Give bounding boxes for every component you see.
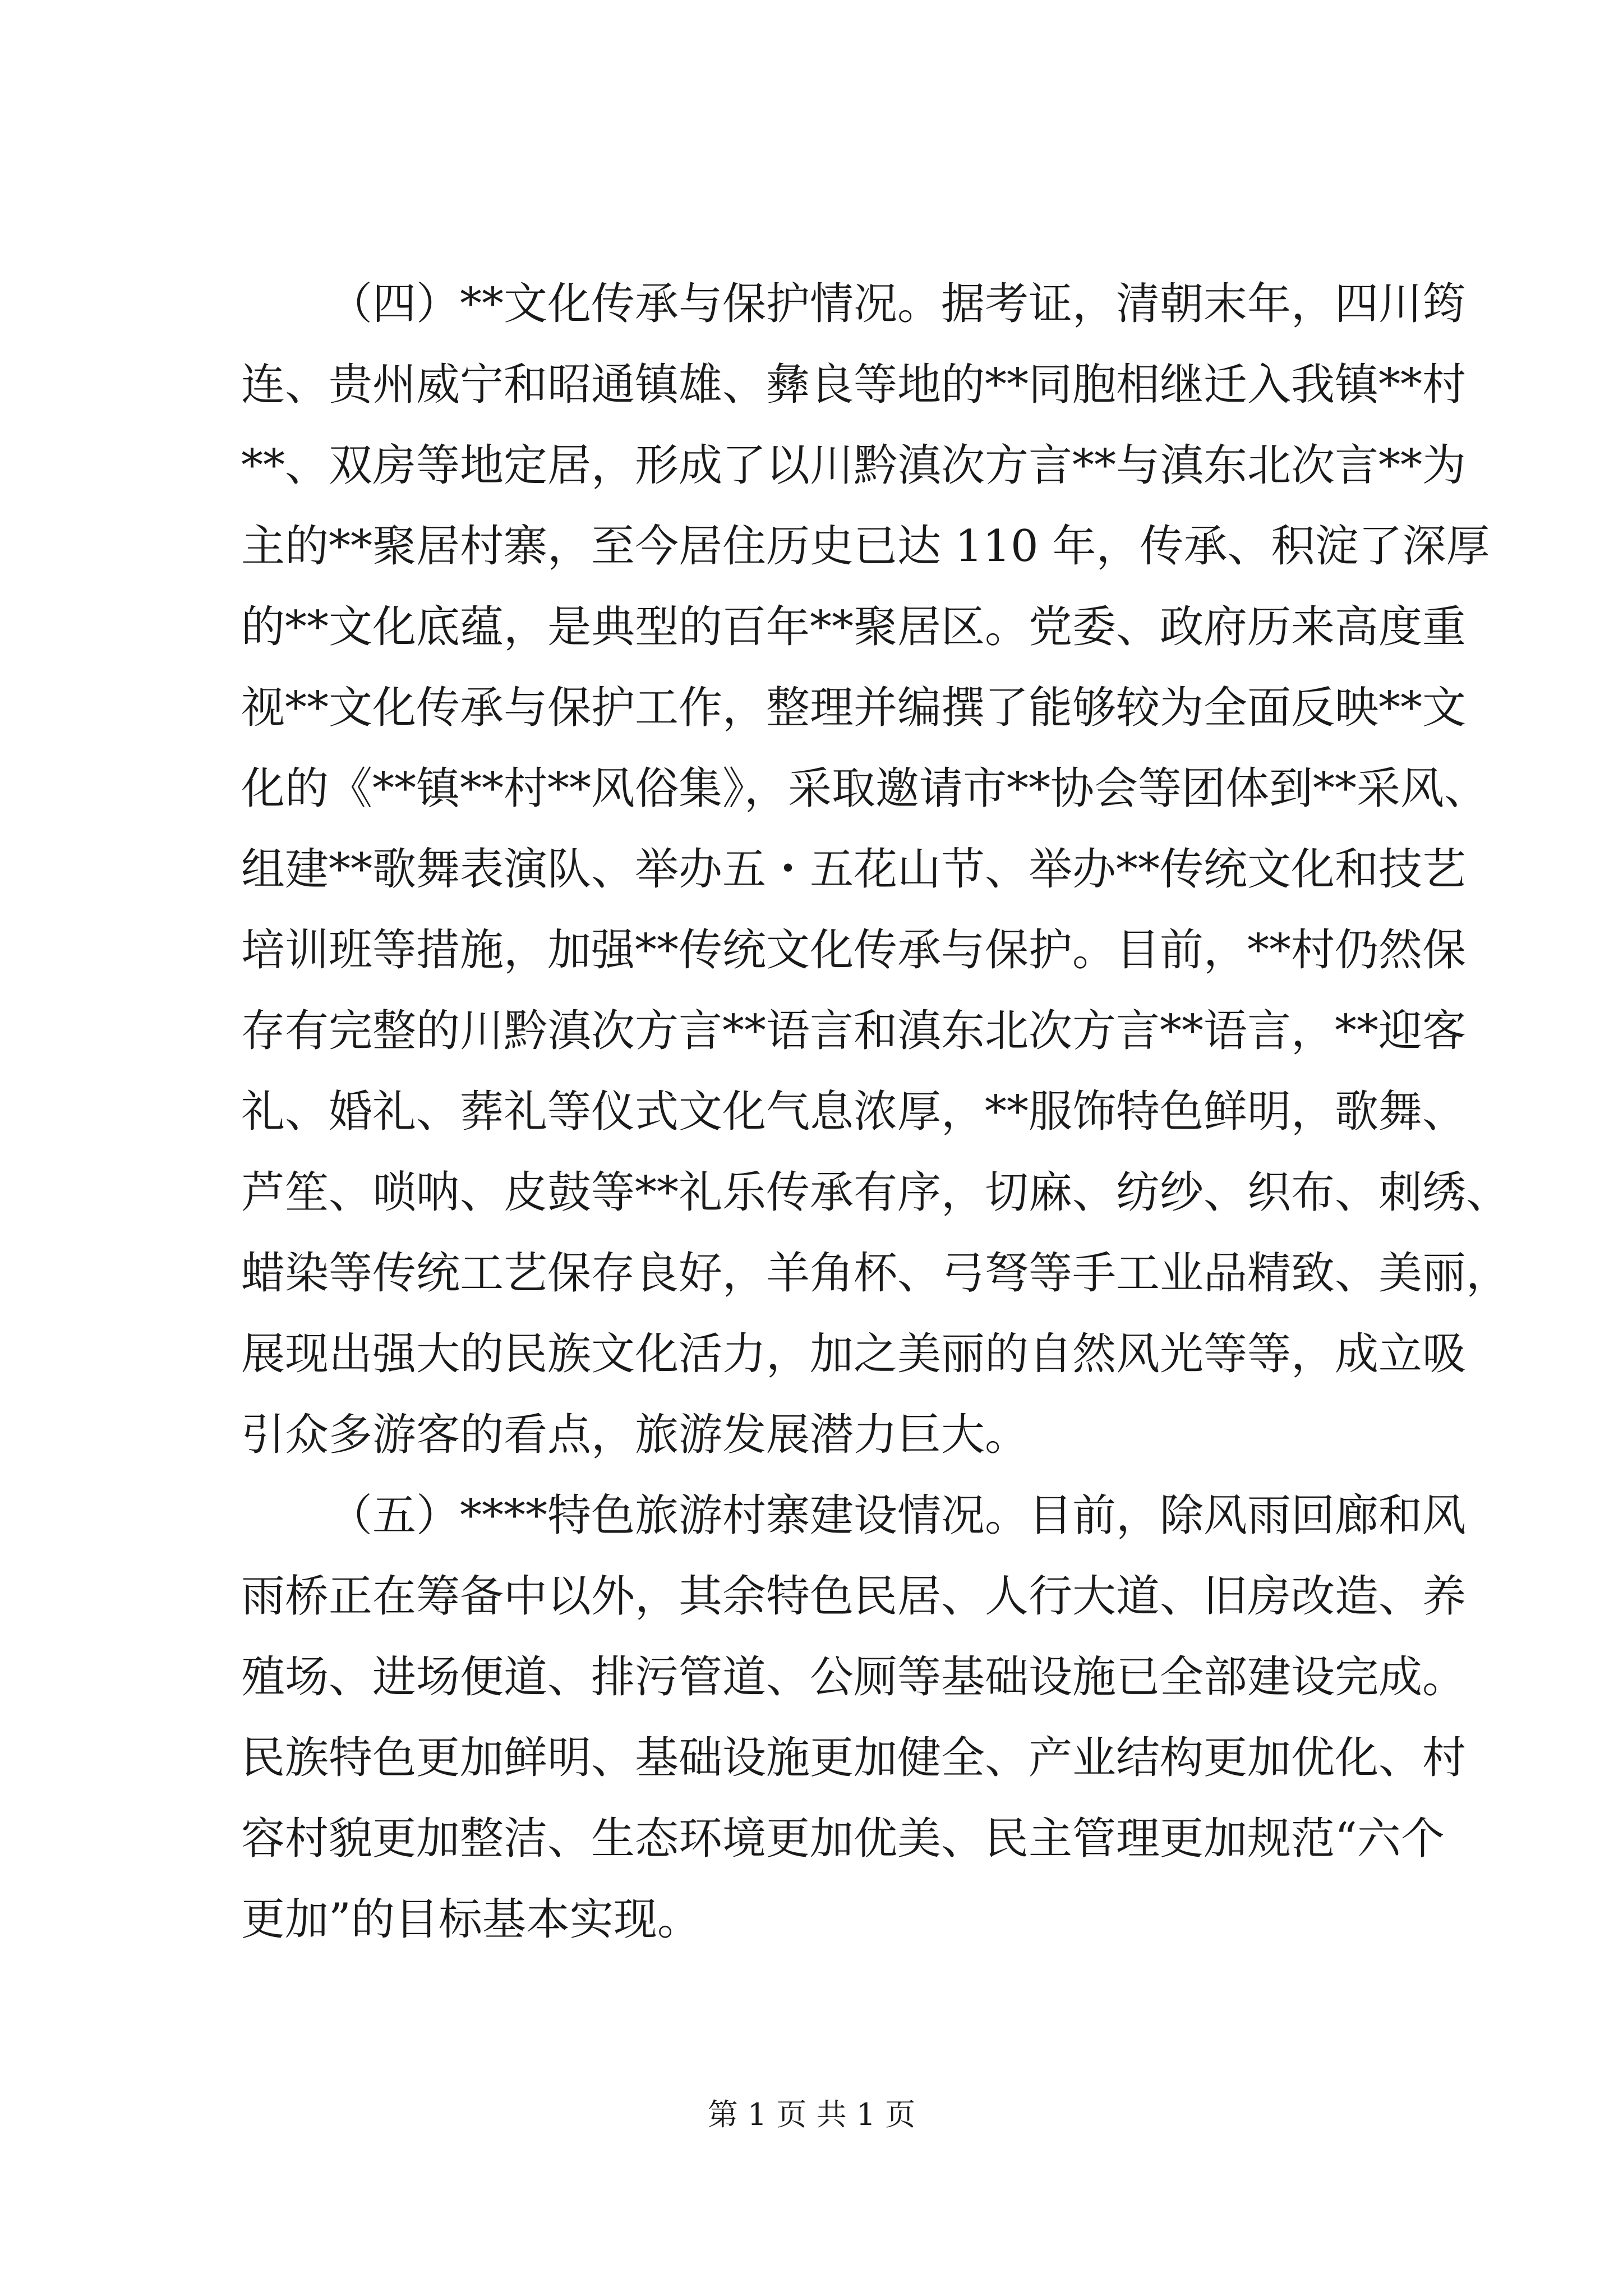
text-line: 培训班等措施，加强**传统文化传承与保护。目前，**村仍然保 [241, 925, 1467, 976]
text-line: 民族特色更加鲜明、基础设施更加健全、产业结构更加优化、村 [241, 1733, 1467, 1783]
text-line: 更加”的目标基本实现。 [241, 1894, 701, 1945]
text-line: （五）****特色旅游村寨建设情况。目前，除风雨回廊和风 [329, 1490, 1467, 1541]
paragraph-5 [241, 1475, 1467, 1960]
text-line: 的**文化底蕴，是典型的百年**聚居区。党委、政府历来高度重 [241, 602, 1467, 652]
text-line: 蜡染等传统工艺保存良好，羊角杯、弓弩等手工业品精致、美丽， [241, 1248, 1510, 1299]
paragraph-4 [241, 264, 1510, 1475]
page-footer: 第 1 页 共 1 页 [707, 2097, 916, 2132]
text-line: 存有完整的川黔滇次方言**语言和滇东北次方言**语言，**迎客 [241, 1006, 1467, 1056]
text-line: 组建**歌舞表演队、举办五・五花山节、举办**传统文化和技艺 [241, 844, 1467, 895]
text-line: 雨桥正在筹备中以外，其余特色民居、人行大道、旧房改造、养 [241, 1571, 1467, 1622]
text-line: 主的**聚居村寨，至今居住历史已达 110 年，传承、积淀了深厚 [241, 521, 1490, 572]
text-line: 礼、婚礼、葬礼等仪式文化气息浓厚，**服饰特色鲜明，歌舞、 [241, 1087, 1467, 1137]
text-line: **、双房等地定居，形成了以川黔滇次方言**与滇东北次言**为 [241, 440, 1467, 491]
text-line: 视**文化传承与保护工作，整理并编撰了能够较为全面反映**文 [241, 683, 1467, 733]
text-line: （四）**文化传承与保护情况。据考证，清朝末年，四川筠 [329, 279, 1467, 329]
text-line: 展现出强大的民族文化活力，加之美丽的自然风光等等，成立吸 [241, 1329, 1467, 1379]
text-line: 连、贵州威宁和昭通镇雄、彝良等地的**同胞相继迁入我镇**村 [241, 360, 1467, 410]
document-body [241, 264, 1510, 1960]
text-line: 化的《**镇**村**风俗集》，采取邀请市**协会等团体到**采风、 [241, 763, 1488, 814]
text-line: 容村貌更加整洁、生态环境更加优美、民主管理更加规范“六个 [241, 1814, 1445, 1864]
text-line: 殖场、进场便道、排污管道、公厕等基础设施已全部建设完成。 [241, 1652, 1467, 1703]
text-line: 引众多游客的看点，旅游发展潜力巨大。 [241, 1410, 1029, 1460]
text-line: 芦笙、唢呐、皮鼓等**礼乐传承有序，切麻、纺纱、织布、刺绣、 [241, 1167, 1510, 1218]
